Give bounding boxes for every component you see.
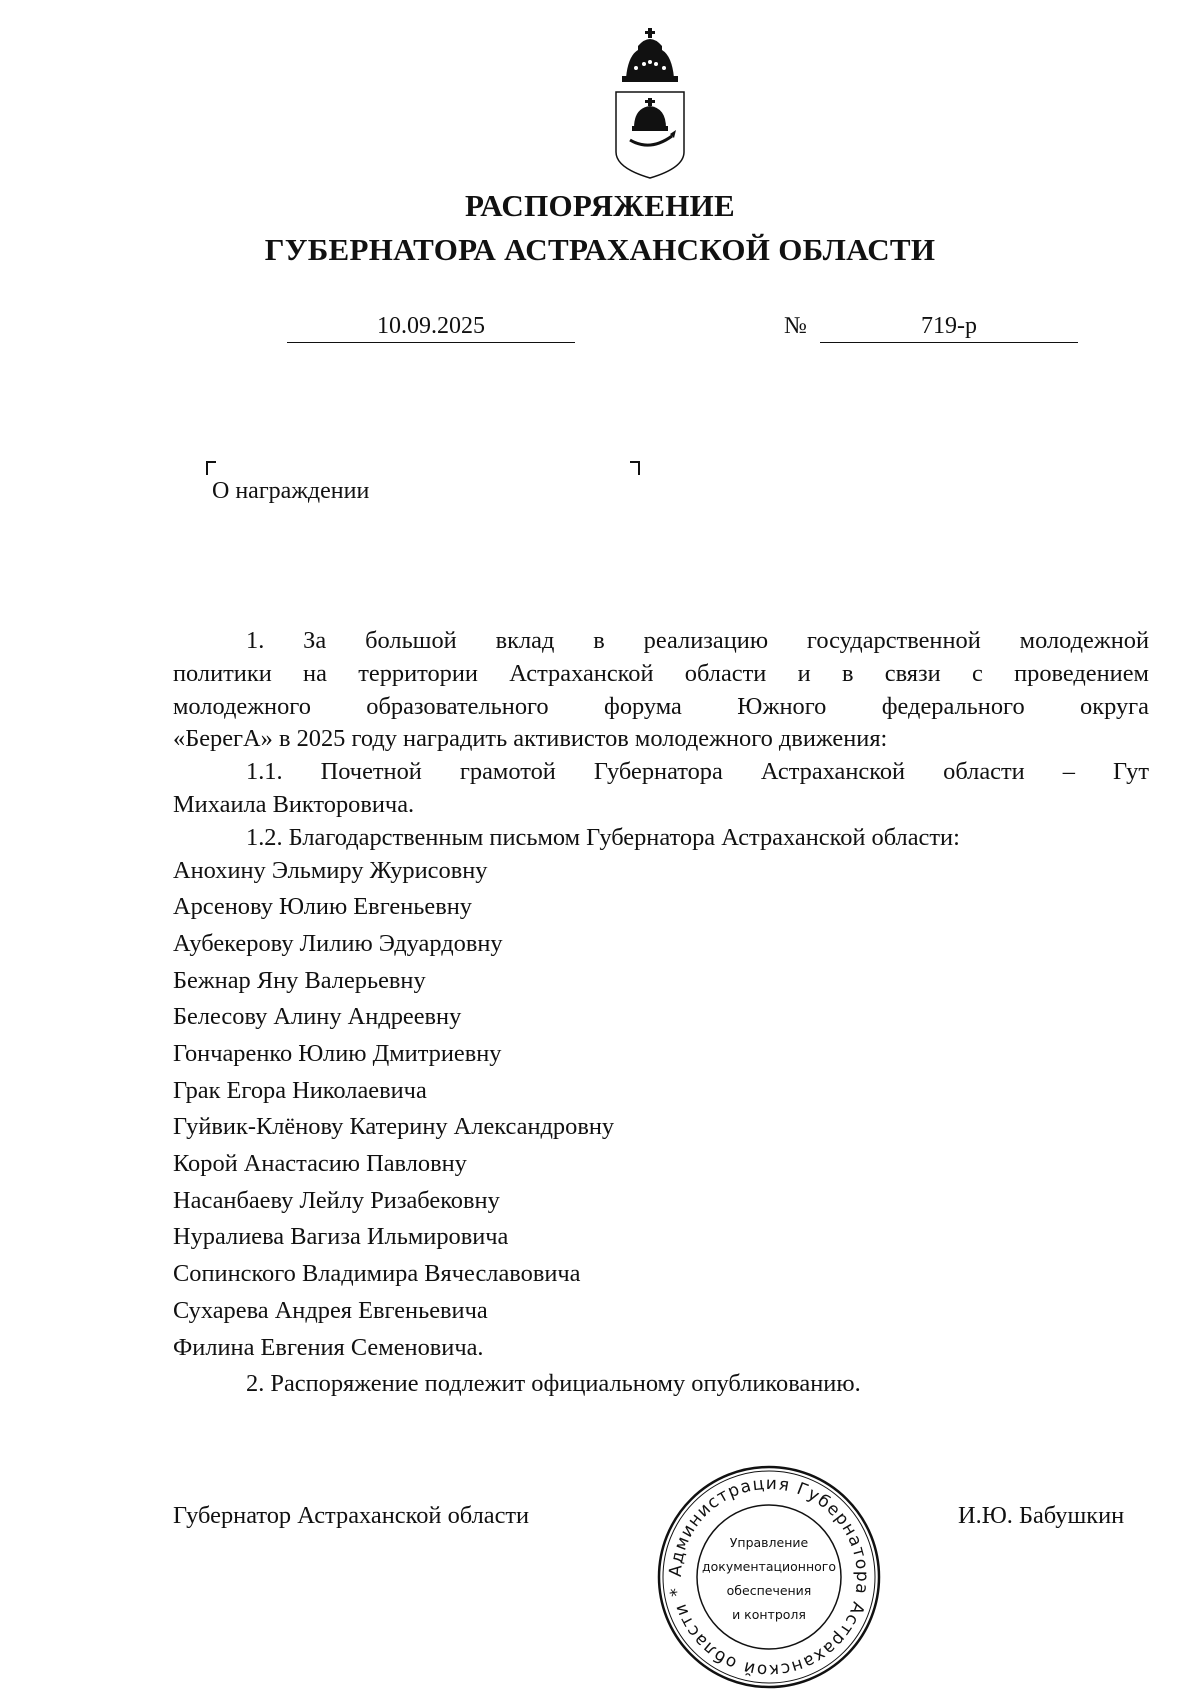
- awardee-name: Филина Евгения Семеновича.: [173, 1333, 484, 1361]
- awardee-name: Сопинского Владимира Вячеславовича: [173, 1260, 581, 1288]
- paragraph-2: 2. Распоряжение подлежит официальному опубликованию.: [246, 1370, 861, 1398]
- awardee-name: Бежнар Яну Валерьевну: [173, 966, 426, 994]
- stamp-center-line: обеспечения: [726, 1583, 812, 1598]
- stamp-center-line: и контроля: [732, 1607, 806, 1622]
- document-subject: О награждении: [212, 478, 370, 504]
- paragraph-1-1-line-2: Михаила Викторовича.: [173, 790, 415, 818]
- awardee-name: Гончаренко Юлию Дмитриевну: [173, 1040, 502, 1068]
- subject-corner-left: [206, 461, 216, 475]
- paragraph-1-line-1: 1. За большой вклад в реализацию государственной молодежной: [246, 627, 1149, 654]
- awardee-name: Сухарева Андрея Евгеньевича: [173, 1296, 488, 1324]
- number-label: №: [784, 313, 807, 339]
- stamp-center-line: документационного: [702, 1559, 836, 1574]
- document-date: 10.09.2025: [287, 312, 575, 343]
- issuer-title: ГУБЕРНАТОРА АСТРАХАНСКОЙ ОБЛАСТИ: [264, 232, 936, 267]
- awardee-name: Нуралиева Вагиза Ильмировича: [173, 1223, 509, 1251]
- signer-position: Губернатор Астраханской области: [173, 1502, 530, 1529]
- coat-of-arms-icon: [612, 28, 688, 180]
- awardee-name: Белесову Алину Андреевну: [173, 1003, 462, 1031]
- official-stamp: [654, 1462, 884, 1692]
- awardee-name: Грак Егора Николаевича: [173, 1076, 427, 1104]
- awardee-name: Насанбаеву Лейлу Ризабековну: [173, 1186, 500, 1214]
- signer-name: И.Ю. Бабушкин: [958, 1502, 1125, 1529]
- awardee-name: Арсенову Юлию Евгеньевну: [173, 893, 472, 921]
- stamp-center-line: Управление: [729, 1535, 809, 1550]
- subject-corner-right: [630, 461, 640, 475]
- awardee-name: Аубекерову Лилию Эдуардовну: [173, 929, 503, 957]
- awardee-name: Анохину Эльмиру Журисовну: [173, 856, 488, 884]
- paragraph-1-2: 1.2. Благодарственным письмом Губернатора Астраханской области:: [246, 823, 960, 851]
- paragraph-1-line-2: политики на территории Астраханской области и в связи с проведением: [173, 659, 1149, 687]
- paragraph-1-line-4: «БерегА» в 2025 году наградить активистов молодежного движения:: [173, 725, 888, 753]
- stamp-ring-text: Администрация Губернатора Астраханской области *: [665, 1473, 873, 1681]
- document-body: [173, 625, 1149, 1401]
- awardee-name: Корой Анастасию Павловну: [173, 1150, 467, 1178]
- awardee-name: Гуйвик-Клёнову Катерину Александровну: [173, 1113, 615, 1141]
- awardee-list: [173, 855, 1149, 1369]
- document-type-title: РАСПОРЯЖЕНИЕ: [464, 188, 736, 223]
- paragraph-1-line-3: молодежного образовательного форума Южного федерального округа: [173, 692, 1149, 720]
- document-number: 719-р: [820, 312, 1078, 343]
- paragraph-1-1-line-1: 1.1. Почетной грамотой Губернатора Астраханской области – Гут: [246, 758, 1149, 786]
